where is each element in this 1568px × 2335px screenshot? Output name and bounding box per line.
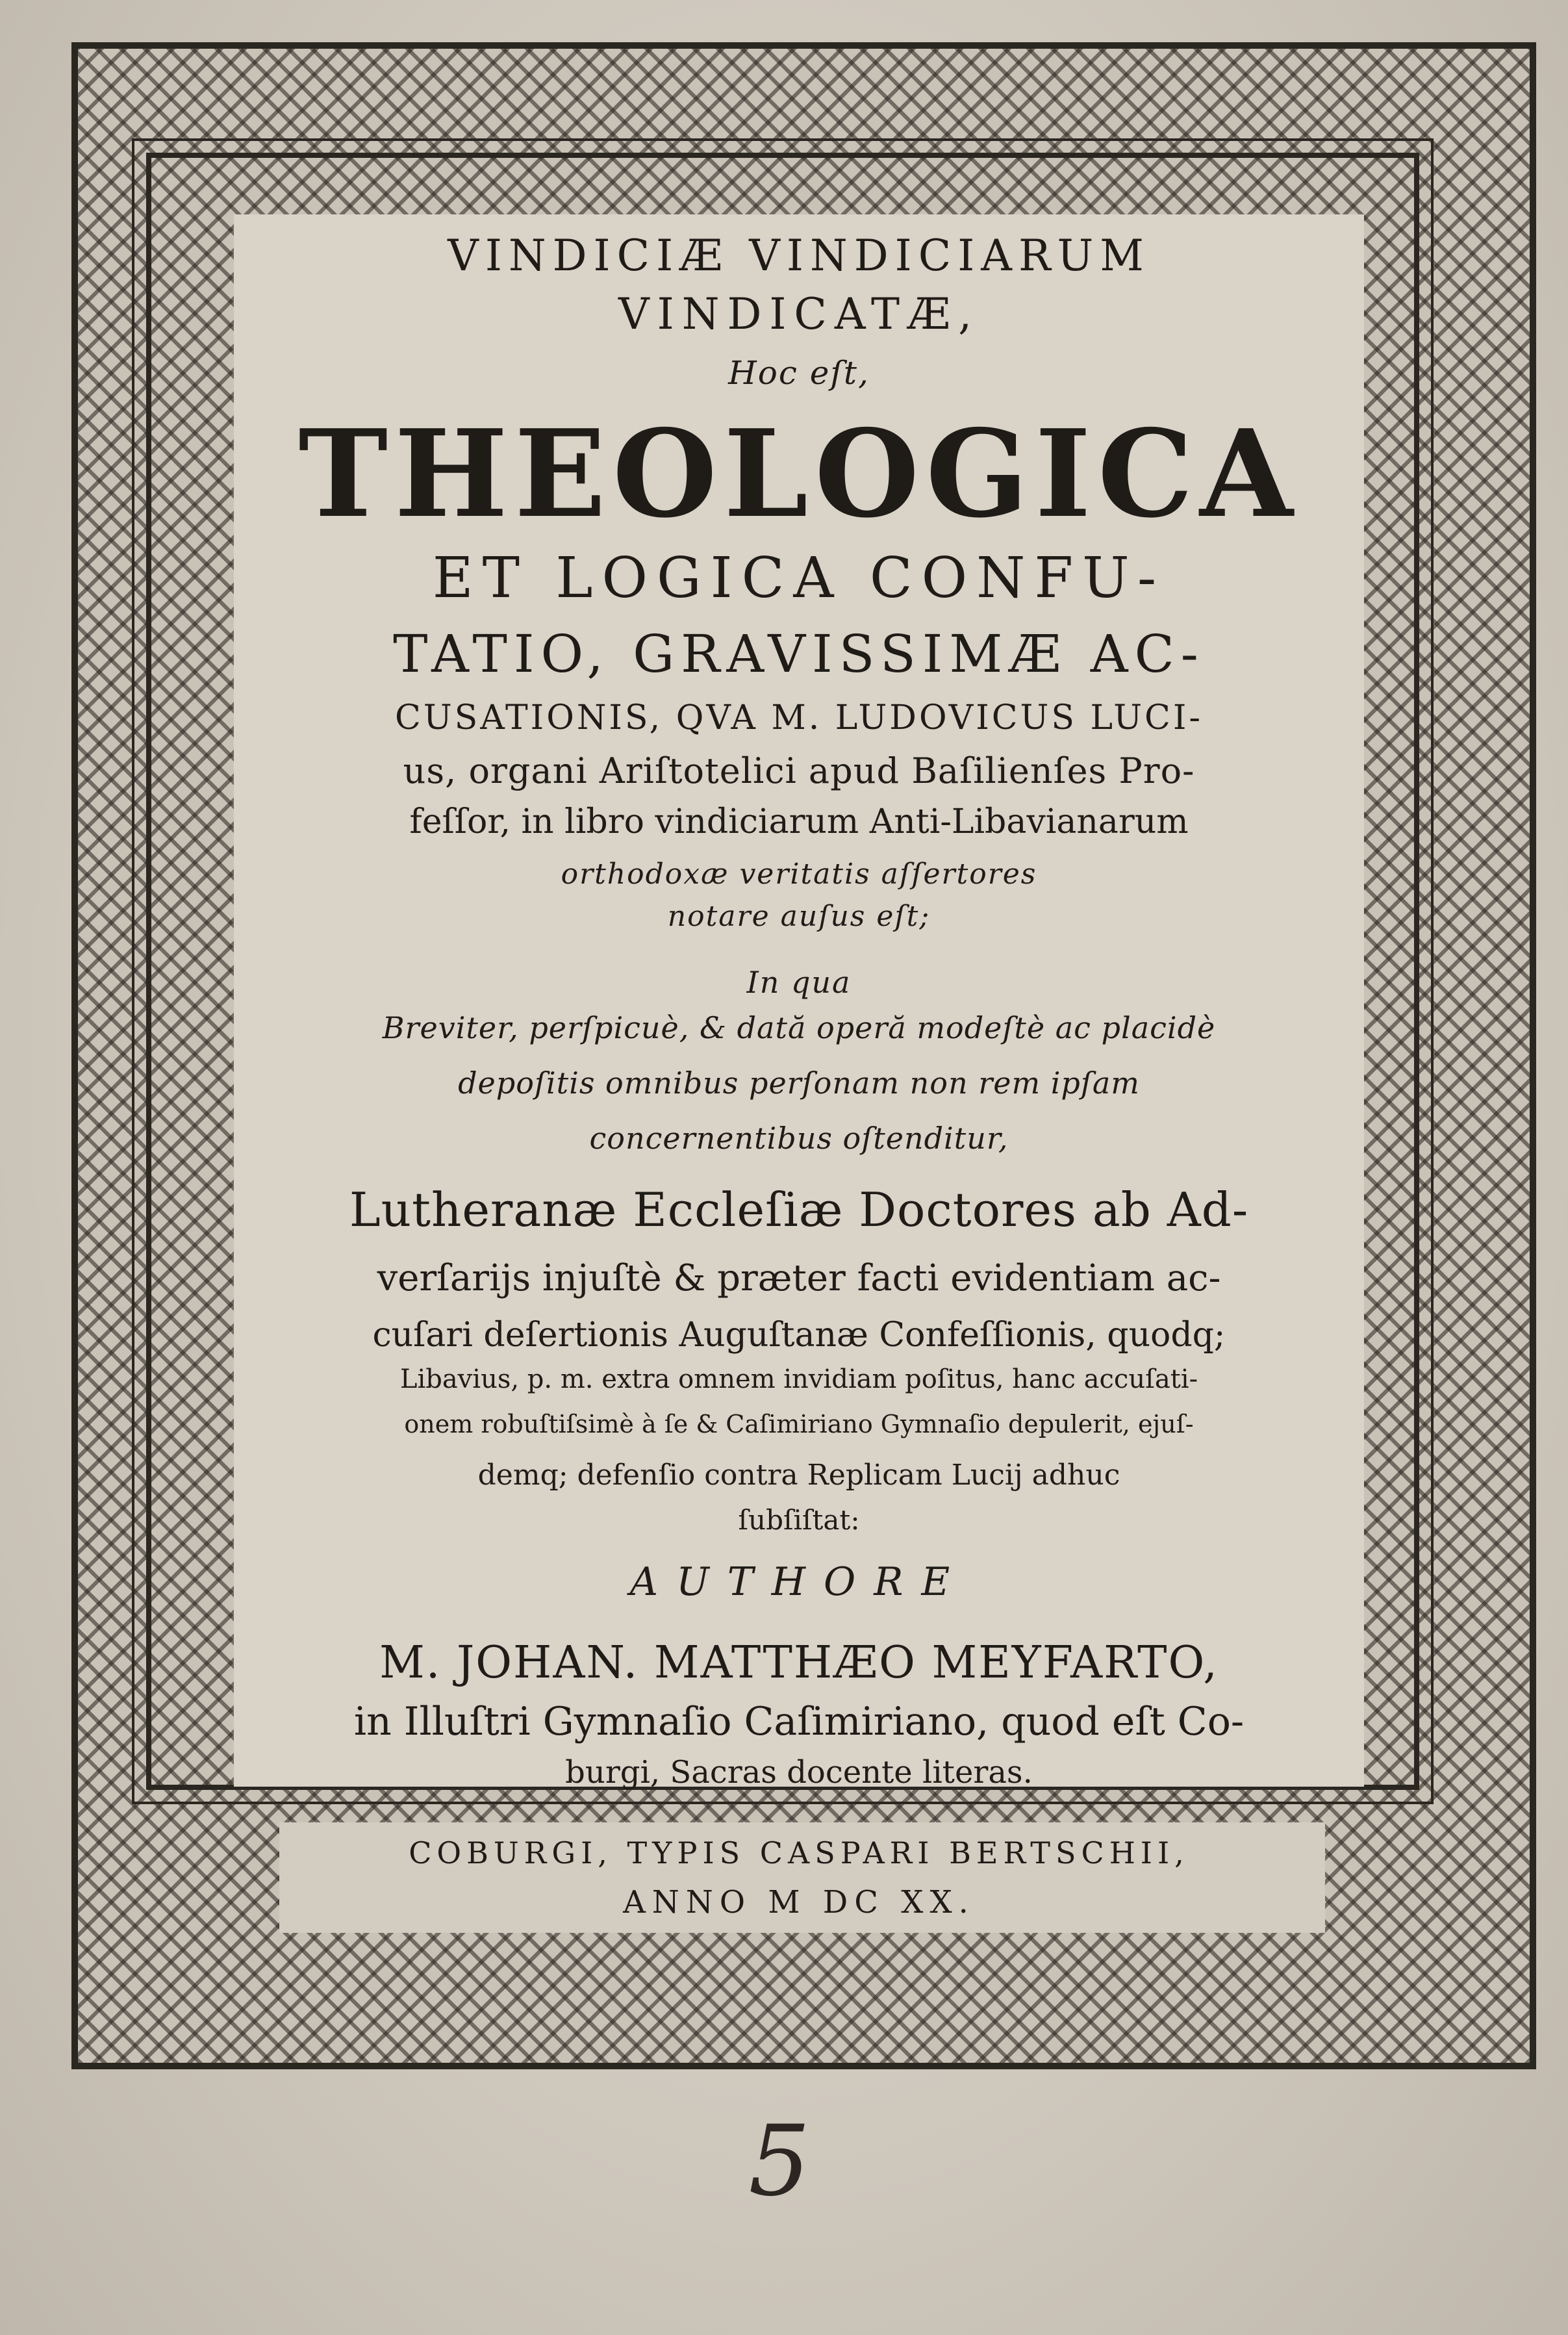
- title-line-11: notare auſus eſt;: [667, 900, 931, 933]
- title-line-13: Breviter, perſpicuè, & dată operă modeſtè ac placidè: [382, 1010, 1216, 1045]
- title-line-20: onem robuſtiſsimè à ſe & Caſimiriano Gymnaſio depulerit, ejuſ-: [404, 1410, 1194, 1438]
- title-line-10: orthodoxæ veritatis aſſertores: [561, 858, 1037, 891]
- author-heading: AUTHORE: [629, 1559, 968, 1605]
- imprint-line-2: ANNO M DC XX.: [623, 1884, 975, 1920]
- title-line-6: TATIO, GRAVISSIMÆ AC-: [393, 624, 1205, 684]
- title-line-12: In qua: [746, 965, 852, 1000]
- title-line-5: ET LOGICA CONFU-: [432, 546, 1166, 611]
- title-line-1: VINDICIÆ VINDICIARUM: [448, 231, 1150, 281]
- title-line-2: VINDICATÆ,: [618, 289, 980, 339]
- title-line-22: ſubſiſtat:: [738, 1504, 860, 1536]
- author-name: M. JOHAN. MATTHÆO MEYFARTO,: [379, 1637, 1219, 1689]
- title-line-7: CUSATIONIS, QVA M. LUDOVICUS LUCI-: [395, 698, 1203, 737]
- title-line-16: Lutheranæ Eccleſiæ Doctores ab Ad-: [349, 1182, 1249, 1237]
- folio-number: 5: [748, 2105, 811, 2218]
- title-line-9: feſſor, in libro vindiciarum Anti-Libavianarum: [409, 802, 1189, 841]
- imprint-line-1: COBURGI, TYPIS CASPARI BERTSCHII,: [409, 1835, 1189, 1870]
- title-line-18: cuſari deſertionis Auguſtanæ Confeſſionis, quodq;: [372, 1316, 1226, 1355]
- title-line-17: verſarijs injuſtè & præter facti evidentiam ac-: [377, 1257, 1221, 1299]
- author-affiliation-2: burgi, Sacras docente literas.: [565, 1754, 1033, 1791]
- title-line-15: concernentibus oſtenditur,: [589, 1121, 1009, 1156]
- title-line-8: us, organi Ariſtotelici apud Baſilienſes Pro-: [403, 750, 1195, 791]
- title-line-3: Hoc eſt,: [728, 354, 870, 392]
- title-line-19: Libavius, p. m. extra omnem invidiam poſitus, hanc accuſati-: [399, 1364, 1198, 1394]
- title-line-14: depoſitis omnibus perſonam non rem ipſam: [458, 1065, 1140, 1101]
- author-affiliation-1: in Illuſtri Gymnaſio Caſimiriano, quod eſt Co-: [353, 1699, 1245, 1744]
- main-title-theologica: THEOLOGICA: [298, 403, 1300, 544]
- title-line-21: demq; defenſio contra Replicam Lucij adhuc: [477, 1459, 1120, 1492]
